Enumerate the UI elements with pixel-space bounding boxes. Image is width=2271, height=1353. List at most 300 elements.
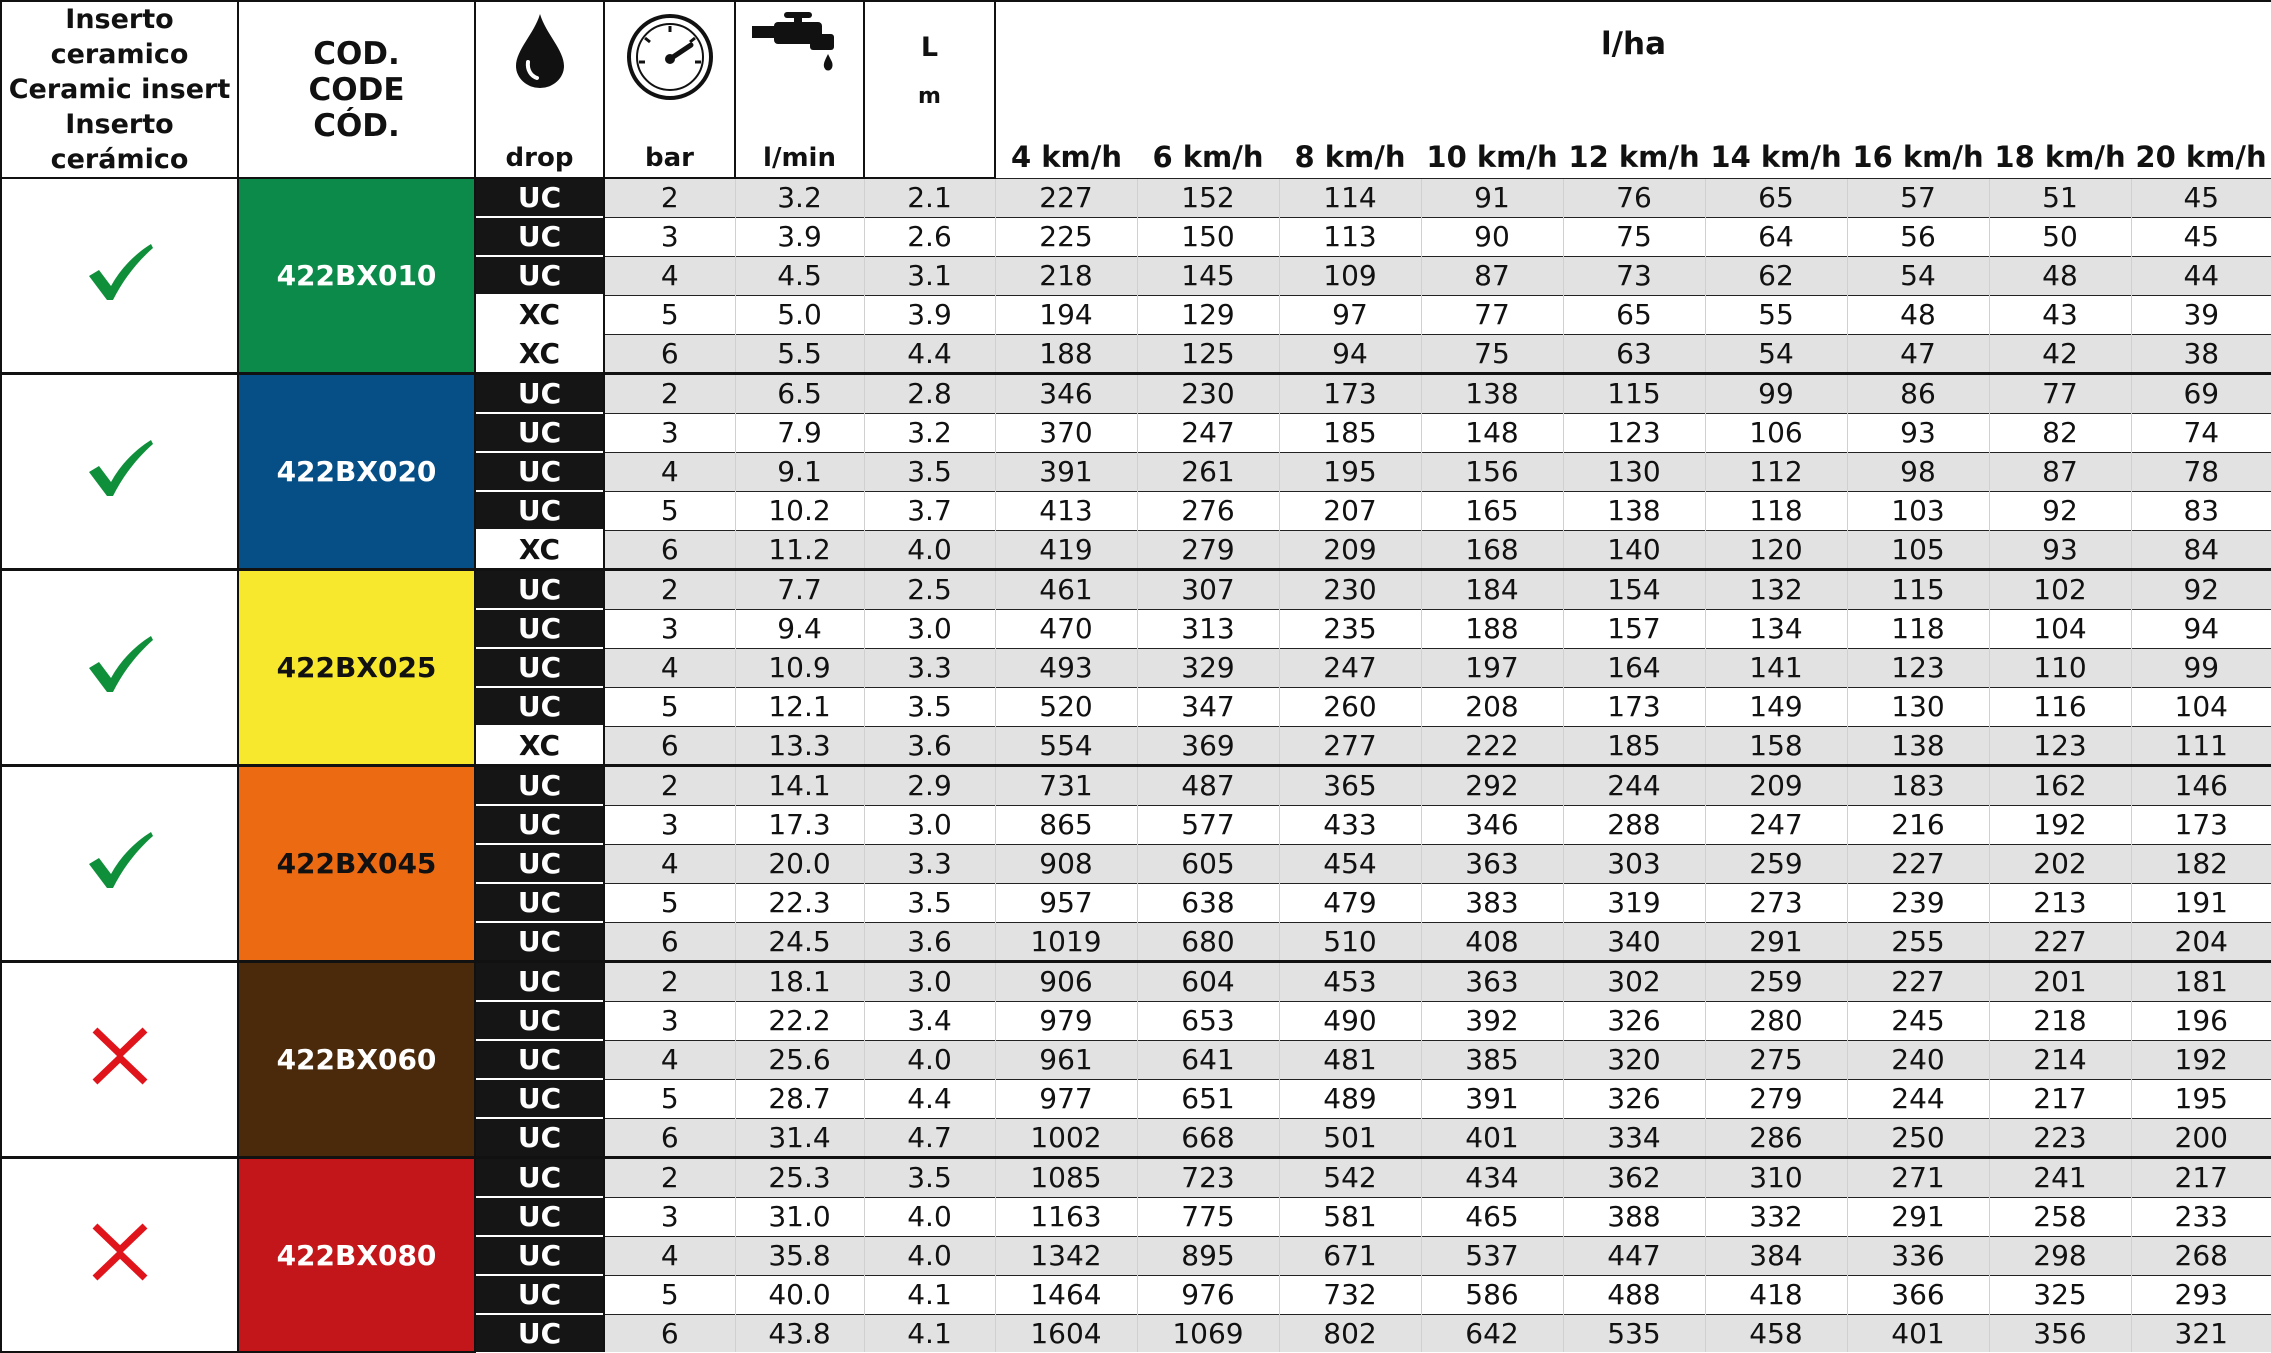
lha-value: 63 bbox=[1563, 334, 1705, 374]
lha-value: 54 bbox=[1705, 334, 1847, 374]
drop-type-badge: UC bbox=[475, 178, 604, 217]
table-row bbox=[1, 570, 2271, 610]
lha-value: 173 bbox=[1279, 374, 1421, 414]
bar-value: 2 bbox=[604, 374, 735, 414]
lha-value: 977 bbox=[995, 1079, 1137, 1118]
lha-value: 118 bbox=[1847, 609, 1989, 648]
bar-value: 3 bbox=[604, 609, 735, 648]
flow-value: 5.5 bbox=[735, 334, 864, 374]
lha-value: 434 bbox=[1421, 1158, 1563, 1198]
lha-value: 465 bbox=[1421, 1197, 1563, 1236]
lha-value: 370 bbox=[995, 413, 1137, 452]
flow-value: 5.0 bbox=[735, 295, 864, 334]
lha-value: 201 bbox=[1989, 962, 2131, 1002]
lha-value: 346 bbox=[995, 374, 1137, 414]
lha-value: 184 bbox=[1421, 570, 1563, 610]
lha-value: 196 bbox=[2131, 1001, 2271, 1040]
lha-value: 1069 bbox=[1137, 1314, 1279, 1352]
lha-value: 162 bbox=[1989, 766, 2131, 806]
lha-value: 188 bbox=[1421, 609, 1563, 648]
lha-value: 363 bbox=[1421, 962, 1563, 1002]
bar-value: 5 bbox=[604, 491, 735, 530]
lha-value: 321 bbox=[2131, 1314, 2271, 1352]
lha-value: 83 bbox=[2131, 491, 2271, 530]
lha-value: 247 bbox=[1137, 413, 1279, 452]
lha-value: 202 bbox=[1989, 844, 2131, 883]
header-drop bbox=[475, 1, 604, 178]
lha-value: 1342 bbox=[995, 1236, 1137, 1275]
flow-value: 11.2 bbox=[735, 530, 864, 570]
lha-value: 908 bbox=[995, 844, 1137, 883]
lha-value: 158 bbox=[1705, 726, 1847, 766]
lha-value: 413 bbox=[995, 491, 1137, 530]
header-ceramic-insert bbox=[1, 1, 238, 178]
lha-value: 275 bbox=[1705, 1040, 1847, 1079]
drop-type-badge: UC bbox=[475, 962, 604, 1002]
lha-value: 554 bbox=[995, 726, 1137, 766]
bar-label: bar bbox=[645, 143, 694, 173]
lha-value: 303 bbox=[1563, 844, 1705, 883]
drop-type-badge: UC bbox=[475, 413, 604, 452]
lha-value: 271 bbox=[1847, 1158, 1989, 1198]
height-value: 2.1 bbox=[864, 178, 995, 217]
lha-value: 401 bbox=[1847, 1314, 1989, 1352]
lha-value: 313 bbox=[1137, 609, 1279, 648]
lha-value: 638 bbox=[1137, 883, 1279, 922]
lha-value: 1163 bbox=[995, 1197, 1137, 1236]
lha-value: 185 bbox=[1563, 726, 1705, 766]
lha-value: 307 bbox=[1137, 570, 1279, 610]
lha-value: 277 bbox=[1279, 726, 1421, 766]
drop-type-badge: UC bbox=[475, 648, 604, 687]
drop-type-badge: UC bbox=[475, 570, 604, 610]
lha-value: 227 bbox=[1989, 922, 2131, 962]
lha-value: 447 bbox=[1563, 1236, 1705, 1275]
lha-value: 134 bbox=[1705, 609, 1847, 648]
lha-value: 895 bbox=[1137, 1236, 1279, 1275]
lha-value: 54 bbox=[1847, 256, 1989, 295]
lha-value: 97 bbox=[1279, 295, 1421, 334]
lha-value: 401 bbox=[1421, 1118, 1563, 1158]
code-label-es: CÓD. bbox=[313, 107, 400, 144]
lha-value: 279 bbox=[1705, 1079, 1847, 1118]
lha-value: 120 bbox=[1705, 530, 1847, 570]
height-value: 4.0 bbox=[864, 1197, 995, 1236]
height-value: 3.1 bbox=[864, 256, 995, 295]
lha-value: 185 bbox=[1279, 413, 1421, 452]
lha-value: 154 bbox=[1563, 570, 1705, 610]
lha-value: 775 bbox=[1137, 1197, 1279, 1236]
lha-value: 288 bbox=[1563, 805, 1705, 844]
lha-value: 214 bbox=[1989, 1040, 2131, 1079]
speed-header: 10 km/h bbox=[1426, 139, 1558, 174]
lha-value: 111 bbox=[2131, 726, 2271, 766]
height-value: 3.3 bbox=[864, 648, 995, 687]
table-row bbox=[1, 178, 2271, 217]
code-label-en: CODE bbox=[308, 71, 405, 108]
lha-value: 91 bbox=[1421, 178, 1563, 217]
lha-value: 194 bbox=[995, 295, 1137, 334]
drop-type-badge: UC bbox=[475, 1314, 604, 1352]
lha-value: 56 bbox=[1847, 217, 1989, 256]
lha-value: 84 bbox=[2131, 530, 2271, 570]
bar-value: 6 bbox=[604, 1118, 735, 1158]
lha-value: 385 bbox=[1421, 1040, 1563, 1079]
lha-value: 157 bbox=[1563, 609, 1705, 648]
lha-value: 388 bbox=[1563, 1197, 1705, 1236]
ceramic-insert-cell bbox=[1, 374, 238, 570]
lha-value: 90 bbox=[1421, 217, 1563, 256]
table-row bbox=[1, 962, 2271, 1002]
lha-value: 487 bbox=[1137, 766, 1279, 806]
height-value: 2.5 bbox=[864, 570, 995, 610]
lha-value: 45 bbox=[2131, 178, 2271, 217]
lha-value: 1604 bbox=[995, 1314, 1137, 1352]
lha-value: 369 bbox=[1137, 726, 1279, 766]
check-icon bbox=[85, 828, 155, 892]
lha-value: 129 bbox=[1137, 295, 1279, 334]
lha-value: 38 bbox=[2131, 334, 2271, 374]
lha-value: 280 bbox=[1705, 1001, 1847, 1040]
lha-value: 239 bbox=[1847, 883, 1989, 922]
drop-type-badge: UC bbox=[475, 217, 604, 256]
flow-value: 25.6 bbox=[735, 1040, 864, 1079]
lha-value: 104 bbox=[2131, 687, 2271, 726]
height-value: 3.0 bbox=[864, 962, 995, 1002]
flow-value: 9.1 bbox=[735, 452, 864, 491]
lha-value: 113 bbox=[1279, 217, 1421, 256]
lha-value: 77 bbox=[1421, 295, 1563, 334]
lha-value: 957 bbox=[995, 883, 1137, 922]
lha-value: 680 bbox=[1137, 922, 1279, 962]
lha-value: 152 bbox=[1137, 178, 1279, 217]
lha-value: 292 bbox=[1421, 766, 1563, 806]
lha-value: 74 bbox=[2131, 413, 2271, 452]
lha-value: 216 bbox=[1847, 805, 1989, 844]
lha-value: 109 bbox=[1279, 256, 1421, 295]
lha-value: 191 bbox=[2131, 883, 2271, 922]
lha-value: 138 bbox=[1563, 491, 1705, 530]
lha-value: 731 bbox=[995, 766, 1137, 806]
lha-value: 247 bbox=[1279, 648, 1421, 687]
flow-value: 17.3 bbox=[735, 805, 864, 844]
nozzle-code: 422BX080 bbox=[238, 1158, 475, 1353]
lha-value: 145 bbox=[1137, 256, 1279, 295]
lha-value: 479 bbox=[1279, 883, 1421, 922]
check-icon bbox=[85, 240, 155, 304]
lha-value: 209 bbox=[1705, 766, 1847, 806]
lha-value: 165 bbox=[1421, 491, 1563, 530]
height-value: 4.1 bbox=[864, 1275, 995, 1314]
lha-value: 260 bbox=[1279, 687, 1421, 726]
lha-value: 346 bbox=[1421, 805, 1563, 844]
lha-value: 78 bbox=[2131, 452, 2271, 491]
ceramic-insert-cell bbox=[1, 766, 238, 962]
table-row bbox=[1, 374, 2271, 414]
lha-value: 651 bbox=[1137, 1079, 1279, 1118]
lha-value: 276 bbox=[1137, 491, 1279, 530]
lha-value: 244 bbox=[1847, 1079, 1989, 1118]
lha-value: 641 bbox=[1137, 1040, 1279, 1079]
bar-value: 4 bbox=[604, 1040, 735, 1079]
bar-value: 5 bbox=[604, 1275, 735, 1314]
lha-value: 489 bbox=[1279, 1079, 1421, 1118]
lha-value: 453 bbox=[1279, 962, 1421, 1002]
lha-value: 217 bbox=[2131, 1158, 2271, 1198]
height-value: 4.4 bbox=[864, 334, 995, 374]
drop-type-badge: UC bbox=[475, 1118, 604, 1158]
lha-value: 537 bbox=[1421, 1236, 1563, 1275]
bar-value: 2 bbox=[604, 962, 735, 1002]
lha-value: 223 bbox=[1989, 1118, 2131, 1158]
lha-value: 104 bbox=[1989, 609, 2131, 648]
lha-value: 182 bbox=[2131, 844, 2271, 883]
bar-value: 3 bbox=[604, 217, 735, 256]
lha-value: 173 bbox=[2131, 805, 2271, 844]
ceramic-insert-cell bbox=[1, 1158, 238, 1353]
lha-value: 520 bbox=[995, 687, 1137, 726]
lha-value: 92 bbox=[2131, 570, 2271, 610]
lha-value: 586 bbox=[1421, 1275, 1563, 1314]
lha-value: 82 bbox=[1989, 413, 2131, 452]
flow-value: 35.8 bbox=[735, 1236, 864, 1275]
lha-value: 123 bbox=[1563, 413, 1705, 452]
cross-icon bbox=[85, 1220, 155, 1284]
lha-value: 319 bbox=[1563, 883, 1705, 922]
drop-type-badge: UC bbox=[475, 609, 604, 648]
lha-value: 69 bbox=[2131, 374, 2271, 414]
lha-value: 1019 bbox=[995, 922, 1137, 962]
lha-value: 42 bbox=[1989, 334, 2131, 374]
lha-value: 604 bbox=[1137, 962, 1279, 1002]
lha-value: 43 bbox=[1989, 295, 2131, 334]
height-value: 3.9 bbox=[864, 295, 995, 334]
lha-value: 213 bbox=[1989, 883, 2131, 922]
lha-value: 192 bbox=[2131, 1040, 2271, 1079]
lha-value: 218 bbox=[1989, 1001, 2131, 1040]
lha-value: 48 bbox=[1847, 295, 1989, 334]
height-value: 3.5 bbox=[864, 883, 995, 922]
bar-value: 5 bbox=[604, 1079, 735, 1118]
flow-value: 13.3 bbox=[735, 726, 864, 766]
height-value: 3.5 bbox=[864, 1158, 995, 1198]
lha-value: 195 bbox=[2131, 1079, 2271, 1118]
lha-value: 577 bbox=[1137, 805, 1279, 844]
drop-icon bbox=[512, 12, 568, 90]
lha-value: 227 bbox=[1847, 962, 1989, 1002]
drop-type-badge: UC bbox=[475, 844, 604, 883]
drop-type-badge: UC bbox=[475, 256, 604, 295]
lha-value: 230 bbox=[1137, 374, 1279, 414]
lha-value: 138 bbox=[1421, 374, 1563, 414]
lha-value: 62 bbox=[1705, 256, 1847, 295]
height-value: 4.7 bbox=[864, 1118, 995, 1158]
lha-value: 1464 bbox=[995, 1275, 1137, 1314]
lha-value: 93 bbox=[1847, 413, 1989, 452]
nozzle-code: 422BX020 bbox=[238, 374, 475, 570]
flow-value: 9.4 bbox=[735, 609, 864, 648]
lha-value: 320 bbox=[1563, 1040, 1705, 1079]
drop-type-badge: UC bbox=[475, 1079, 604, 1118]
drop-type-badge: XC bbox=[475, 726, 604, 766]
height-value: 3.5 bbox=[864, 687, 995, 726]
flow-value: 31.4 bbox=[735, 1118, 864, 1158]
lha-value: 112 bbox=[1705, 452, 1847, 491]
flow-value: 10.9 bbox=[735, 648, 864, 687]
drop-type-badge: UC bbox=[475, 491, 604, 530]
flow-value: 20.0 bbox=[735, 844, 864, 883]
bar-value: 2 bbox=[604, 570, 735, 610]
lha-value: 240 bbox=[1847, 1040, 1989, 1079]
speed-header: 16 km/h bbox=[1852, 139, 1984, 174]
lha-value: 75 bbox=[1563, 217, 1705, 256]
lha-value: 723 bbox=[1137, 1158, 1279, 1198]
flow-value: 12.1 bbox=[735, 687, 864, 726]
lha-value: 259 bbox=[1705, 962, 1847, 1002]
check-icon bbox=[85, 632, 155, 696]
lha-value: 87 bbox=[1989, 452, 2131, 491]
bar-value: 4 bbox=[604, 452, 735, 491]
lha-value: 334 bbox=[1563, 1118, 1705, 1158]
lha-value: 173 bbox=[1563, 687, 1705, 726]
lha-value: 149 bbox=[1705, 687, 1847, 726]
lha-value: 105 bbox=[1847, 530, 1989, 570]
height-value: 3.5 bbox=[864, 452, 995, 491]
flow-value: 40.0 bbox=[735, 1275, 864, 1314]
lha-value: 93 bbox=[1989, 530, 2131, 570]
speed-header: 6 km/h bbox=[1152, 139, 1264, 174]
table-body bbox=[1, 178, 2271, 1352]
height-value: 3.4 bbox=[864, 1001, 995, 1040]
lha-value: 217 bbox=[1989, 1079, 2131, 1118]
lha-value: 291 bbox=[1847, 1197, 1989, 1236]
drop-type-badge: UC bbox=[475, 1001, 604, 1040]
lha-value: 261 bbox=[1137, 452, 1279, 491]
lha-value: 106 bbox=[1705, 413, 1847, 452]
height-value: 3.7 bbox=[864, 491, 995, 530]
lha-value: 50 bbox=[1989, 217, 2131, 256]
drop-type-badge: UC bbox=[475, 1236, 604, 1275]
flow-value: 10.2 bbox=[735, 491, 864, 530]
drop-type-badge: UC bbox=[475, 1158, 604, 1198]
bar-value: 4 bbox=[604, 648, 735, 687]
drop-type-badge: UC bbox=[475, 922, 604, 962]
lha-value: 48 bbox=[1989, 256, 2131, 295]
L-label: L bbox=[920, 32, 939, 63]
lha-value: 336 bbox=[1847, 1236, 1989, 1275]
lha-value: 141 bbox=[1705, 648, 1847, 687]
height-value: 3.3 bbox=[864, 844, 995, 883]
lha-value: 73 bbox=[1563, 256, 1705, 295]
lha-value: 230 bbox=[1279, 570, 1421, 610]
lha-value: 961 bbox=[995, 1040, 1137, 1079]
lha-value: 207 bbox=[1279, 491, 1421, 530]
lha-value: 150 bbox=[1137, 217, 1279, 256]
lha-value: 302 bbox=[1563, 962, 1705, 1002]
flow-value: 6.5 bbox=[735, 374, 864, 414]
drop-type-badge: UC bbox=[475, 374, 604, 414]
lha-value: 362 bbox=[1563, 1158, 1705, 1198]
lha-value: 906 bbox=[995, 962, 1137, 1002]
lha-value: 130 bbox=[1563, 452, 1705, 491]
lha-value: 218 bbox=[995, 256, 1137, 295]
header-lmin bbox=[735, 1, 864, 178]
insert-label-es: Inserto cerámico bbox=[50, 109, 189, 175]
lha-value: 225 bbox=[995, 217, 1137, 256]
lha-value: 976 bbox=[1137, 1275, 1279, 1314]
speed-header: 8 km/h bbox=[1294, 139, 1406, 174]
speed-header: 18 km/h bbox=[1994, 139, 2126, 174]
lha-value: 291 bbox=[1705, 922, 1847, 962]
lha-value: 45 bbox=[2131, 217, 2271, 256]
header-height bbox=[864, 1, 995, 178]
nozzle-code: 422BX060 bbox=[238, 962, 475, 1158]
bar-value: 5 bbox=[604, 295, 735, 334]
lha-value: 392 bbox=[1421, 1001, 1563, 1040]
lha-value: 76 bbox=[1563, 178, 1705, 217]
lha-value: 125 bbox=[1137, 334, 1279, 374]
bar-value: 5 bbox=[604, 883, 735, 922]
lha-value: 200 bbox=[2131, 1118, 2271, 1158]
bar-value: 3 bbox=[604, 805, 735, 844]
ceramic-insert-cell bbox=[1, 570, 238, 766]
lha-value: 605 bbox=[1137, 844, 1279, 883]
lha-value: 110 bbox=[1989, 648, 2131, 687]
lha-value: 99 bbox=[2131, 648, 2271, 687]
lha-value: 493 bbox=[995, 648, 1137, 687]
lha-value: 365 bbox=[1279, 766, 1421, 806]
lha-value: 181 bbox=[2131, 962, 2271, 1002]
lha-value: 279 bbox=[1137, 530, 1279, 570]
lha-value: 1085 bbox=[995, 1158, 1137, 1198]
drop-type-badge: UC bbox=[475, 1275, 604, 1314]
flow-value: 31.0 bbox=[735, 1197, 864, 1236]
lha-value: 247 bbox=[1705, 805, 1847, 844]
bar-value: 4 bbox=[604, 844, 735, 883]
bar-value: 4 bbox=[604, 1236, 735, 1275]
lha-value: 115 bbox=[1563, 374, 1705, 414]
lha-value: 156 bbox=[1421, 452, 1563, 491]
lha-value: 433 bbox=[1279, 805, 1421, 844]
lha-value: 490 bbox=[1279, 1001, 1421, 1040]
lha-value: 671 bbox=[1279, 1236, 1421, 1275]
lha-value: 258 bbox=[1989, 1197, 2131, 1236]
bar-value: 6 bbox=[604, 334, 735, 374]
lha-value: 332 bbox=[1705, 1197, 1847, 1236]
flow-value: 18.1 bbox=[735, 962, 864, 1002]
lha-value: 87 bbox=[1421, 256, 1563, 295]
lha-value: 325 bbox=[1989, 1275, 2131, 1314]
drop-type-badge: UC bbox=[475, 766, 604, 806]
check-icon bbox=[85, 436, 155, 500]
lha-value: 408 bbox=[1421, 922, 1563, 962]
height-value: 2.8 bbox=[864, 374, 995, 414]
lha-value: 44 bbox=[2131, 256, 2271, 295]
lha-value: 99 bbox=[1705, 374, 1847, 414]
bar-value: 5 bbox=[604, 687, 735, 726]
lha-value: 51 bbox=[1989, 178, 2131, 217]
lha-value: 116 bbox=[1989, 687, 2131, 726]
height-value: 4.1 bbox=[864, 1314, 995, 1352]
flow-value: 22.3 bbox=[735, 883, 864, 922]
nozzle-code: 422BX025 bbox=[238, 570, 475, 766]
lha-value: 65 bbox=[1563, 295, 1705, 334]
height-value: 3.6 bbox=[864, 726, 995, 766]
lha-value: 488 bbox=[1563, 1275, 1705, 1314]
lha-value: 419 bbox=[995, 530, 1137, 570]
bar-value: 4 bbox=[604, 256, 735, 295]
flow-value: 7.9 bbox=[735, 413, 864, 452]
